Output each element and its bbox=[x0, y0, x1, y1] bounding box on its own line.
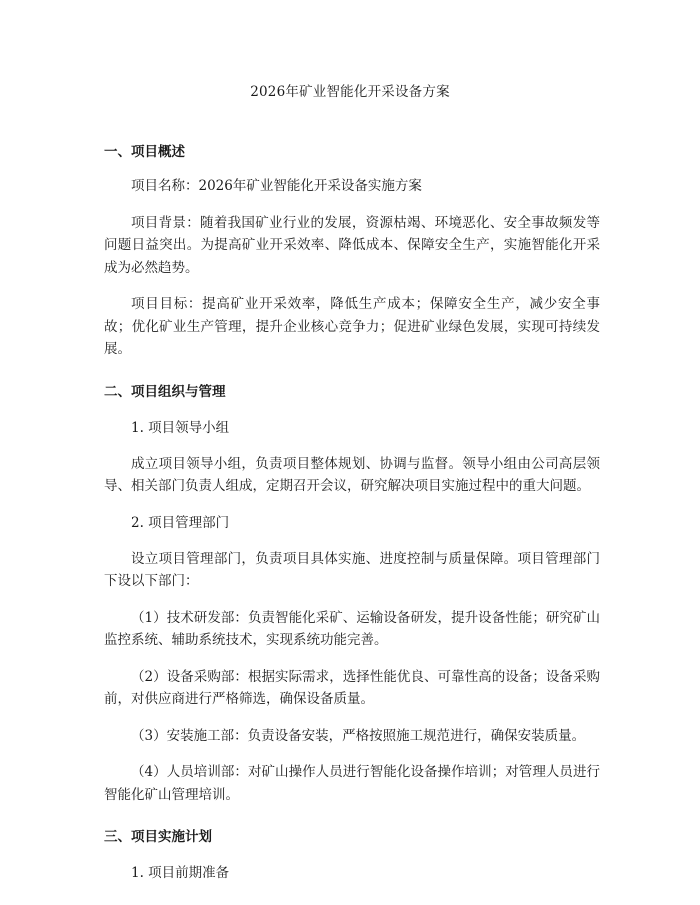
dept-installation-paragraph: （3）安装施工部：负责设备安装，严格按照施工规范进行，确保安装质量。 bbox=[131, 727, 586, 744]
section-heading-organization: 二、项目组织与管理 bbox=[104, 383, 226, 400]
section-heading-overview: 一、项目概述 bbox=[104, 144, 185, 160]
dept-rnd-paragraph: （1）技术研发部：负责智能化采矿、运输设备研发，提升设备性能；研究矿山监控系统、辅助系统技术，实现系统功能完善。 bbox=[104, 609, 600, 648]
dept-procurement-paragraph: （2）设备采购部：根据实际需求，选择性能优良、可靠性高的设备；设备采购前，对供应商进行严格筛选，确保设备质量。 bbox=[104, 668, 600, 707]
project-background-paragraph: 项目背景：随着我国矿业行业的发展，资源枯竭、环境恶化、安全事故频发等问题日益突出。为提高矿业开采效率、降低成本、保障安全生产，实施智能化开采成为必然趋势。 bbox=[104, 214, 600, 276]
project-name-paragraph: 项目名称：2026年矿业智能化开采设备实施方案 bbox=[131, 178, 422, 194]
leadership-group-paragraph: 成立项目领导小组，负责项目整体规划、协调与监督。领导小组由公司高层领导、相关部门负责人组成，定期召开会议，研究解决项目实施过程中的重大问题。 bbox=[104, 455, 600, 494]
section-heading-implementation: 三、项目实施计划 bbox=[104, 829, 212, 845]
document-title: 2026年矿业智能化开采设备方案 bbox=[250, 84, 450, 100]
subsection-management-department: 2. 项目管理部门 bbox=[131, 514, 230, 531]
project-goal-paragraph: 项目目标：提高矿业开采效率，降低生产成本；保障安全生产，减少安全事故；优化矿业生产管理，提升企业核心竞争力；促进矿业绿色发展，实现可持续发展。 bbox=[104, 296, 600, 357]
subsection-leadership-group: 1. 项目领导小组 bbox=[131, 419, 230, 436]
document-body bbox=[104, 141, 600, 884]
subsection-preparation: 1. 项目前期准备 bbox=[131, 865, 230, 881]
dept-training-paragraph: （4）人员培训部：对矿山操作人员进行智能化设备操作培训；对管理人员进行智能化矿山管理培训。 bbox=[104, 764, 600, 803]
management-department-paragraph: 设立项目管理部门，负责项目具体实施、进度控制与质量保障。项目管理部门下设以下部门： bbox=[104, 550, 600, 589]
